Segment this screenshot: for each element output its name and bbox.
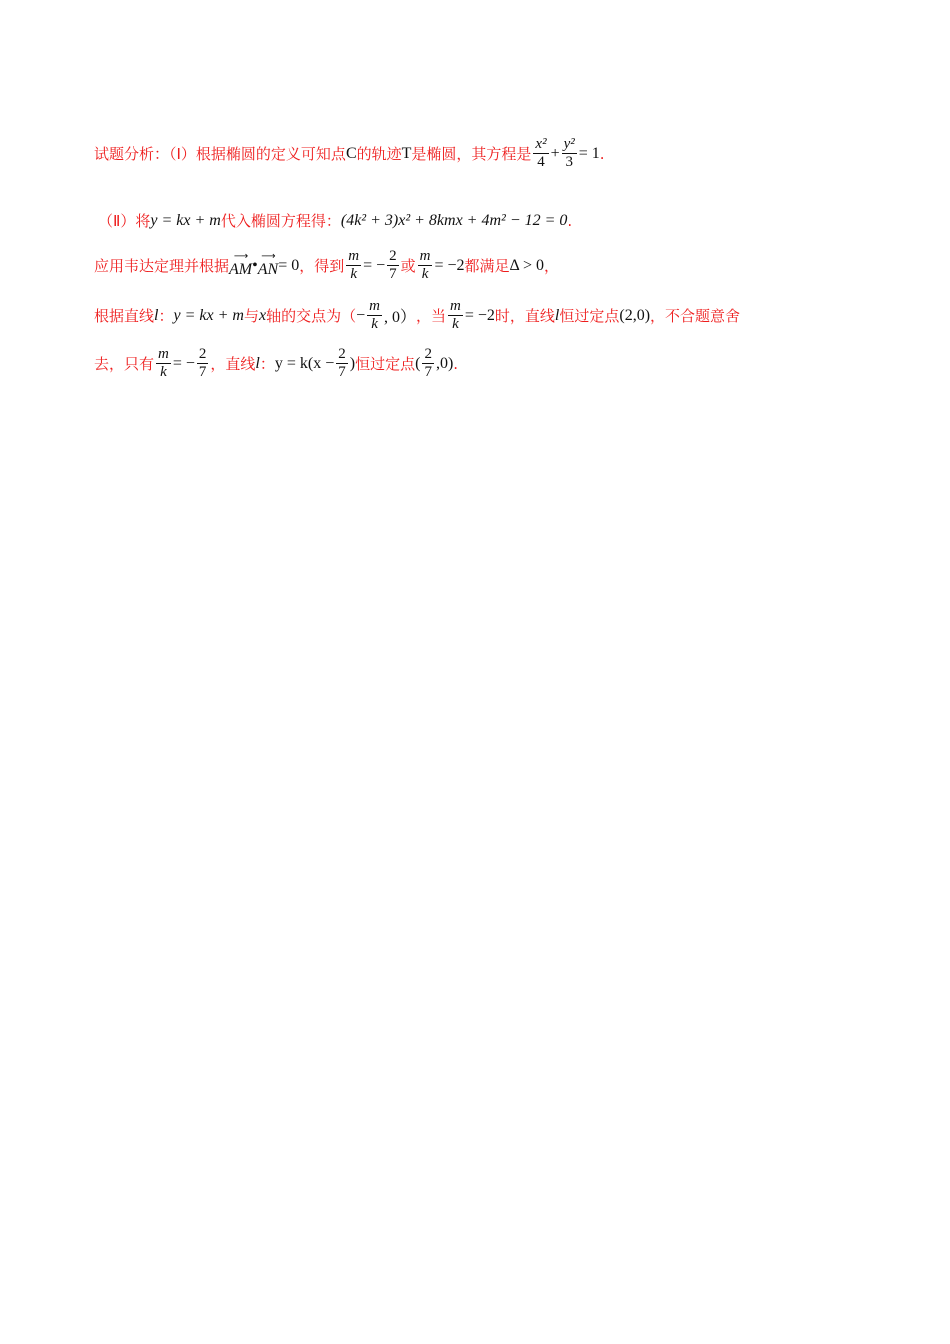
fraction — [367, 298, 382, 333]
math-minus: − — [356, 306, 366, 324]
math-l: l — [554, 306, 560, 324]
math-tail: , 0） — [383, 309, 416, 326]
fraction — [533, 136, 548, 171]
numerator: m — [158, 346, 169, 362]
math-paren: ( — [415, 354, 421, 372]
numerator: m — [348, 248, 360, 264]
fraction — [336, 346, 348, 381]
fraction — [156, 346, 171, 381]
text: 应用韦达定理并根据 — [94, 257, 230, 275]
math-t: T — [401, 144, 412, 162]
denominator: 7 — [389, 266, 397, 282]
text: 根据直线 — [94, 307, 155, 325]
math-expr: (4k² + 3)x² + 8kmx + 4m² − 12 = 0 — [340, 211, 568, 229]
math-point-c: C — [345, 144, 357, 162]
text: 轴的交点为（ — [266, 307, 357, 325]
numerator: 2 — [338, 346, 346, 362]
fraction — [562, 136, 577, 171]
text: 去，只有 — [94, 355, 155, 373]
numerator: x² — [535, 136, 547, 152]
denominator: 7 — [424, 364, 432, 380]
math-eq: = 1 — [578, 144, 600, 162]
text: （Ⅱ）将 — [98, 212, 151, 230]
text: ，直线 — [210, 355, 256, 373]
text: 是椭圆，其方程是 — [411, 145, 532, 163]
paragraph-line-2 — [98, 210, 572, 231]
text: 的轨迹 — [356, 145, 402, 163]
fraction — [346, 248, 361, 283]
text: 或 — [400, 257, 416, 275]
vector-label: AM — [229, 260, 253, 278]
numerator: m — [449, 298, 461, 314]
numerator: 2 — [198, 346, 207, 362]
math-eq: = − — [363, 256, 386, 274]
denominator: 3 — [565, 154, 573, 170]
arrow-icon: ⟶ — [233, 250, 248, 262]
numerator: 2 — [389, 248, 397, 264]
math-expr: y = kx + m — [173, 306, 244, 324]
period: . — [453, 354, 459, 373]
fraction — [448, 298, 463, 333]
denominator: 4 — [537, 154, 545, 170]
fraction — [197, 346, 209, 381]
period: . — [599, 144, 605, 163]
numerator: 2 — [424, 346, 432, 362]
text: 时，直线 — [494, 307, 555, 325]
period: . — [567, 211, 573, 230]
math-paren: ,0) — [435, 354, 454, 372]
text: 试题分析：（Ⅰ）根据椭圆的定义可知点 — [94, 145, 346, 163]
denominator: 7 — [338, 364, 346, 380]
text: 都满足 — [464, 257, 510, 275]
math-expr: ) — [349, 354, 356, 372]
denominator: k — [350, 266, 357, 282]
math-expr: y = k(x − — [274, 354, 335, 372]
arrow-icon: ⟶ — [261, 250, 275, 262]
vector-label: AN — [257, 260, 279, 278]
math-l: l — [154, 306, 159, 324]
comma: ， — [543, 257, 559, 275]
text: ： — [158, 307, 174, 325]
math-eq: = − — [172, 354, 195, 372]
fraction — [387, 248, 399, 283]
fraction — [422, 346, 434, 381]
text: 代入椭圆方程得： — [220, 212, 341, 230]
vector-an — [257, 250, 279, 279]
math-l: l — [255, 354, 260, 372]
denominator: k — [160, 364, 167, 380]
text: 恒过定点 — [559, 307, 620, 325]
paragraph-line-4 — [94, 298, 740, 333]
math-delta: Δ > 0 — [509, 256, 544, 274]
numerator: m — [419, 248, 431, 264]
paragraph-line-3 — [94, 248, 559, 283]
text: 与 — [243, 307, 259, 325]
denominator: k — [371, 316, 378, 332]
fraction — [418, 248, 433, 283]
text: ： — [259, 355, 275, 373]
math-x: x — [258, 306, 267, 324]
denominator: k — [421, 266, 429, 282]
math-op: + — [550, 144, 560, 162]
text: ，当 — [415, 307, 446, 325]
paragraph-line-1 — [94, 136, 605, 171]
math-point: (2,0) — [619, 306, 651, 324]
text: 恒过定点 — [355, 355, 416, 373]
numerator: m — [369, 298, 380, 314]
paragraph-line-5 — [94, 346, 458, 381]
denominator: k — [452, 316, 459, 332]
numerator: y² — [563, 136, 575, 152]
math-expr: y = kx + m — [150, 211, 221, 229]
math-eq: = 0 — [278, 256, 300, 274]
text: ，不合题意舍 — [650, 307, 741, 325]
text: ，得到 — [299, 257, 345, 275]
denominator: 7 — [198, 364, 207, 380]
math-eq: = −2 — [464, 306, 495, 324]
vector-am — [229, 250, 253, 279]
math-eq: = −2 — [434, 256, 465, 274]
dot-operator: • — [252, 256, 258, 274]
